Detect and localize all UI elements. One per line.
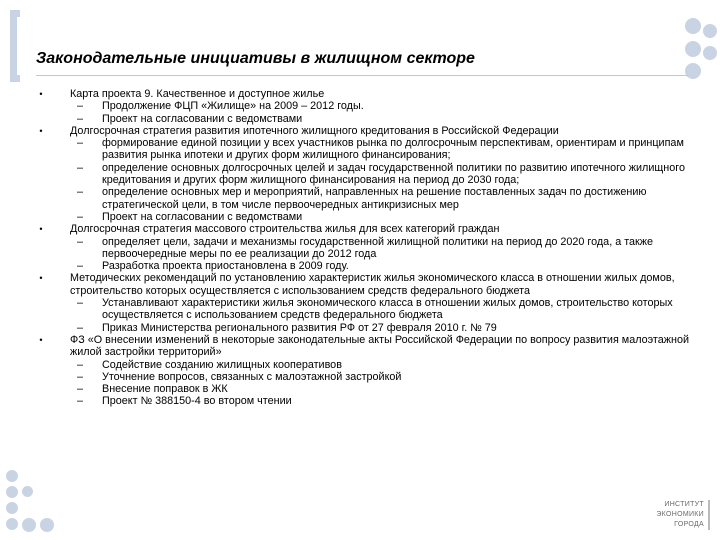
sub-item: [38, 100, 690, 112]
bullet-text: ФЗ «О внесении изменений в некоторые законодательные акты Российской Федерации по вопросу развития малоэтажной жилой застройки территорий»: [70, 333, 689, 359]
bullet-icon: •: [39, 224, 43, 235]
sub-item: [38, 236, 690, 261]
dot-decoration: [22, 518, 36, 532]
dot-decoration: [40, 518, 54, 532]
sub-item-text: Проект на согласовании с ведомствами: [102, 112, 303, 125]
bullet-item: [38, 125, 690, 137]
sub-item-text: Приказ Министерства регионального развития РФ от 27 февраля 2010 г. № 79: [102, 321, 497, 334]
sub-item: [38, 383, 690, 395]
slide-content: [38, 88, 690, 408]
dash-icon: –: [76, 395, 83, 408]
sub-item-text: формирование единой позиции у всех участников рынка по долгосрочным перспективам, ориентирам и принципам развития рынка ипотеки и других форм жилищного финансирования;: [102, 137, 684, 162]
logo-line: ИНСТИТУТ: [664, 501, 704, 508]
title-divider: [36, 75, 688, 76]
sub-item: [38, 322, 690, 334]
sub-item-text: Устанавливают характеристики жилья экономического класса в отношении жилых домов, строительство которых осуществляется с использованием средств федерального бюджета: [102, 297, 673, 322]
dash-icon: –: [76, 383, 83, 396]
sub-item-text: Проект № 388150-4 во втором чтении: [102, 395, 292, 408]
sub-item: [38, 297, 690, 322]
dot-decoration: [6, 518, 18, 530]
bullet-icon: •: [39, 273, 43, 284]
slide-title: Законодательные инициативы в жилищном секторе: [36, 50, 475, 67]
dot-decoration: [22, 486, 33, 497]
dash-icon: –: [76, 370, 83, 383]
dash-icon: –: [76, 112, 83, 125]
sub-item-text: Проект на согласовании с ведомствами: [102, 210, 303, 223]
logo-line: ГОРОДА: [674, 521, 704, 528]
dot-decoration: [703, 24, 717, 38]
dash-icon: –: [76, 186, 83, 199]
sub-item: [38, 395, 690, 407]
sub-item: [38, 359, 690, 371]
sub-item-text: Разработка проекта приостановлена в 2009 году.: [102, 260, 349, 273]
dot-decoration: [685, 41, 701, 57]
dash-icon: –: [76, 100, 83, 113]
sub-item: [38, 371, 690, 383]
sub-item-text: Внесение поправок в ЖК: [102, 383, 228, 396]
bullet-item: [38, 223, 690, 235]
sub-item: [38, 186, 690, 211]
bullet-text: Долгосрочная стратегия развития ипотечного жилищного кредитования в Российской Федерации: [70, 124, 559, 137]
bullet-text: Методических рекомендаций по установлению характеристик жилья экономического класса в отношении жилых домов, строительство которых осуществляется с использованием средств федерального бюджета: [70, 272, 675, 297]
bullet-icon: •: [39, 334, 43, 345]
bullet-icon: •: [39, 125, 43, 136]
bullet-item: [38, 334, 690, 359]
dash-icon: –: [76, 321, 83, 334]
dot-decoration: [6, 470, 18, 482]
dot-decoration: [6, 502, 18, 514]
dot-decoration: [6, 486, 18, 498]
sub-item: [38, 113, 690, 125]
dash-icon: –: [76, 358, 83, 371]
institute-logo: [618, 500, 710, 530]
bullet-item: [38, 88, 690, 100]
sub-item-text: определение основных долгосрочных целей и задач государственной политики по развитию ипотечного жилищного кредитования и других форм жилищного финансирования на период до 2030 года;: [102, 161, 685, 187]
sub-item-text: определение основных мер и мероприятий, направленных на решение поставленных задач по достижению стратегической цели, в том числе первоочередных антикризисных мер: [102, 186, 647, 211]
logo-line: ЭКОНОМИКИ: [656, 511, 704, 518]
dash-icon: –: [76, 210, 83, 223]
bullet-item: [38, 272, 690, 297]
sub-item-text: определяет цели, задачи и механизмы государственной жилищной политики на период до 2020 года, а также первоочередные меры по ее реализации до 2012 года: [102, 235, 653, 260]
sub-item: [38, 211, 690, 223]
sub-item: [38, 137, 690, 162]
dash-icon: –: [76, 235, 83, 248]
sub-item-text: Содействие созданию жилищных кооперативов: [102, 358, 342, 371]
bullet-icon: •: [39, 89, 43, 99]
bullet-text: Карта проекта 9. Качественное и доступное жилье: [70, 88, 325, 100]
bullet-text: Долгосрочная стратегия массового строительства жилья для всех категорий граждан: [70, 223, 500, 236]
dash-icon: –: [76, 260, 83, 273]
sub-item-text: Продолжение ФЦП «Жилище» на 2009 – 2012 годы.: [102, 100, 364, 113]
bracket-decoration: [10, 10, 20, 82]
dot-decoration: [685, 63, 701, 79]
sub-item: [38, 260, 690, 272]
dash-icon: –: [76, 297, 83, 310]
sub-item-text: Уточнение вопросов, связанных с малоэтажной застройкой: [102, 370, 402, 383]
sub-item: [38, 162, 690, 187]
dash-icon: –: [76, 161, 83, 174]
dot-decoration: [685, 18, 701, 34]
dot-decoration: [703, 46, 717, 60]
dash-icon: –: [76, 137, 83, 150]
